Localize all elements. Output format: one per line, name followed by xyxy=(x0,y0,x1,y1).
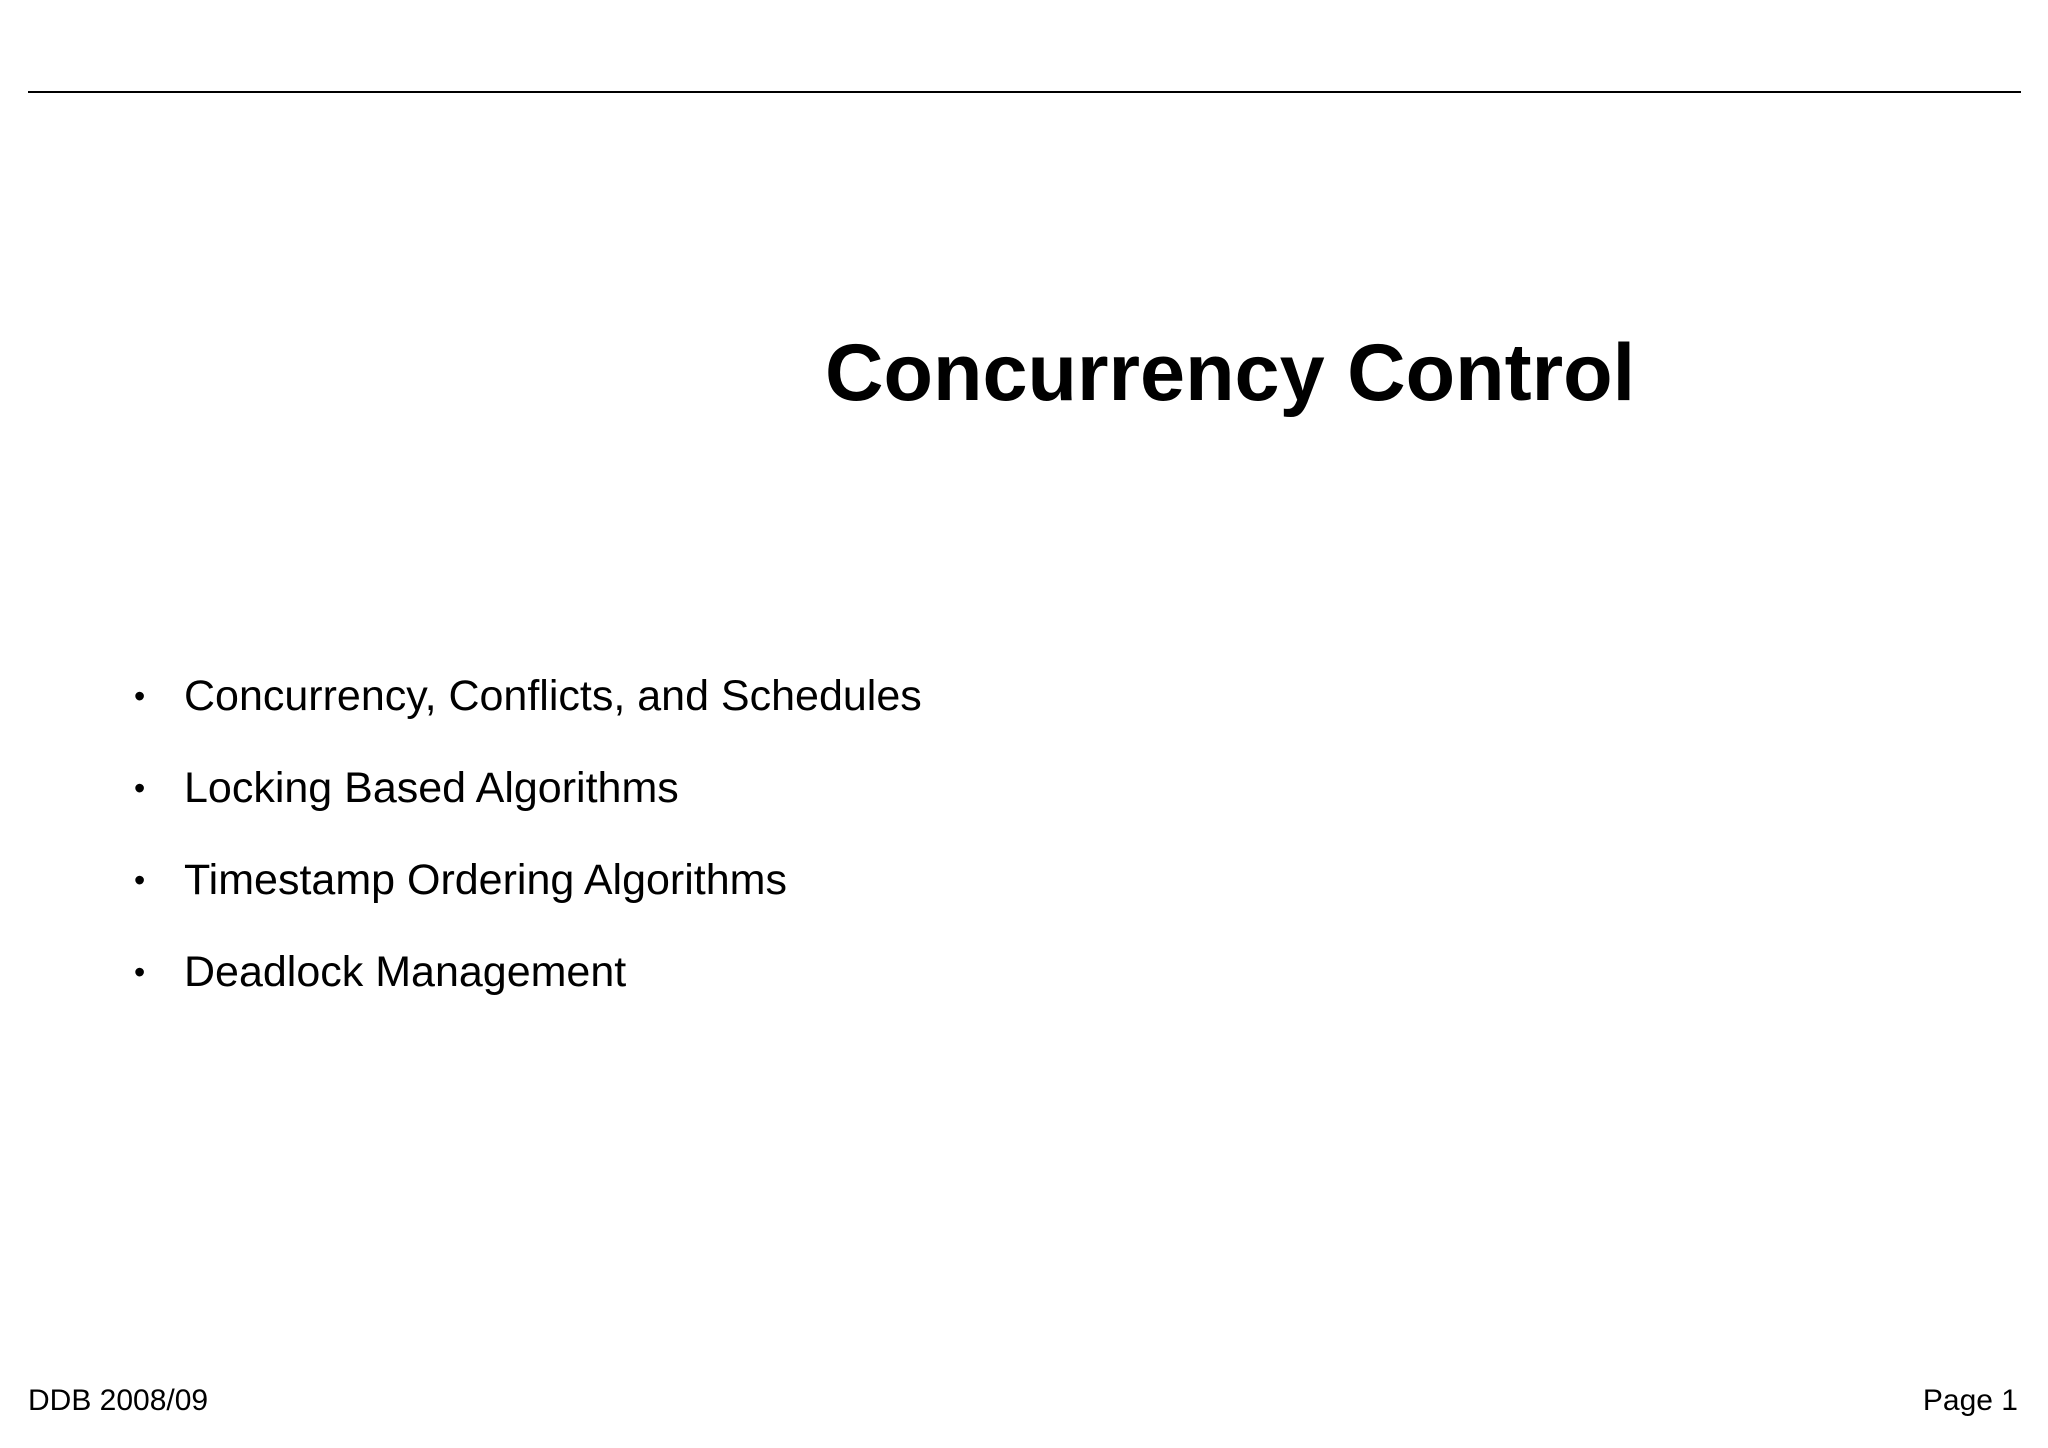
bullet-icon: • xyxy=(134,770,146,806)
slide-title: Concurrency Control xyxy=(825,328,1636,418)
header-divider xyxy=(28,91,2021,93)
list-item xyxy=(132,926,922,1018)
list-item xyxy=(132,650,922,742)
list-item-label: Deadlock Management xyxy=(184,947,627,996)
list-item xyxy=(132,742,922,834)
footer-course-label: DDB 2008/09 xyxy=(28,1384,209,1417)
footer-page-number: Page 1 xyxy=(1922,1384,2018,1417)
list-item-label: Timestamp Ordering Algorithms xyxy=(184,855,787,904)
list-item xyxy=(132,834,922,926)
bullet-icon: • xyxy=(134,678,146,714)
bullet-icon: • xyxy=(134,954,146,990)
bullet-icon: • xyxy=(134,862,146,898)
bullet-list xyxy=(132,650,922,1018)
list-item-label: Locking Based Algorithms xyxy=(184,763,679,812)
list-item-label: Concurrency, Conflicts, and Schedules xyxy=(184,671,922,720)
